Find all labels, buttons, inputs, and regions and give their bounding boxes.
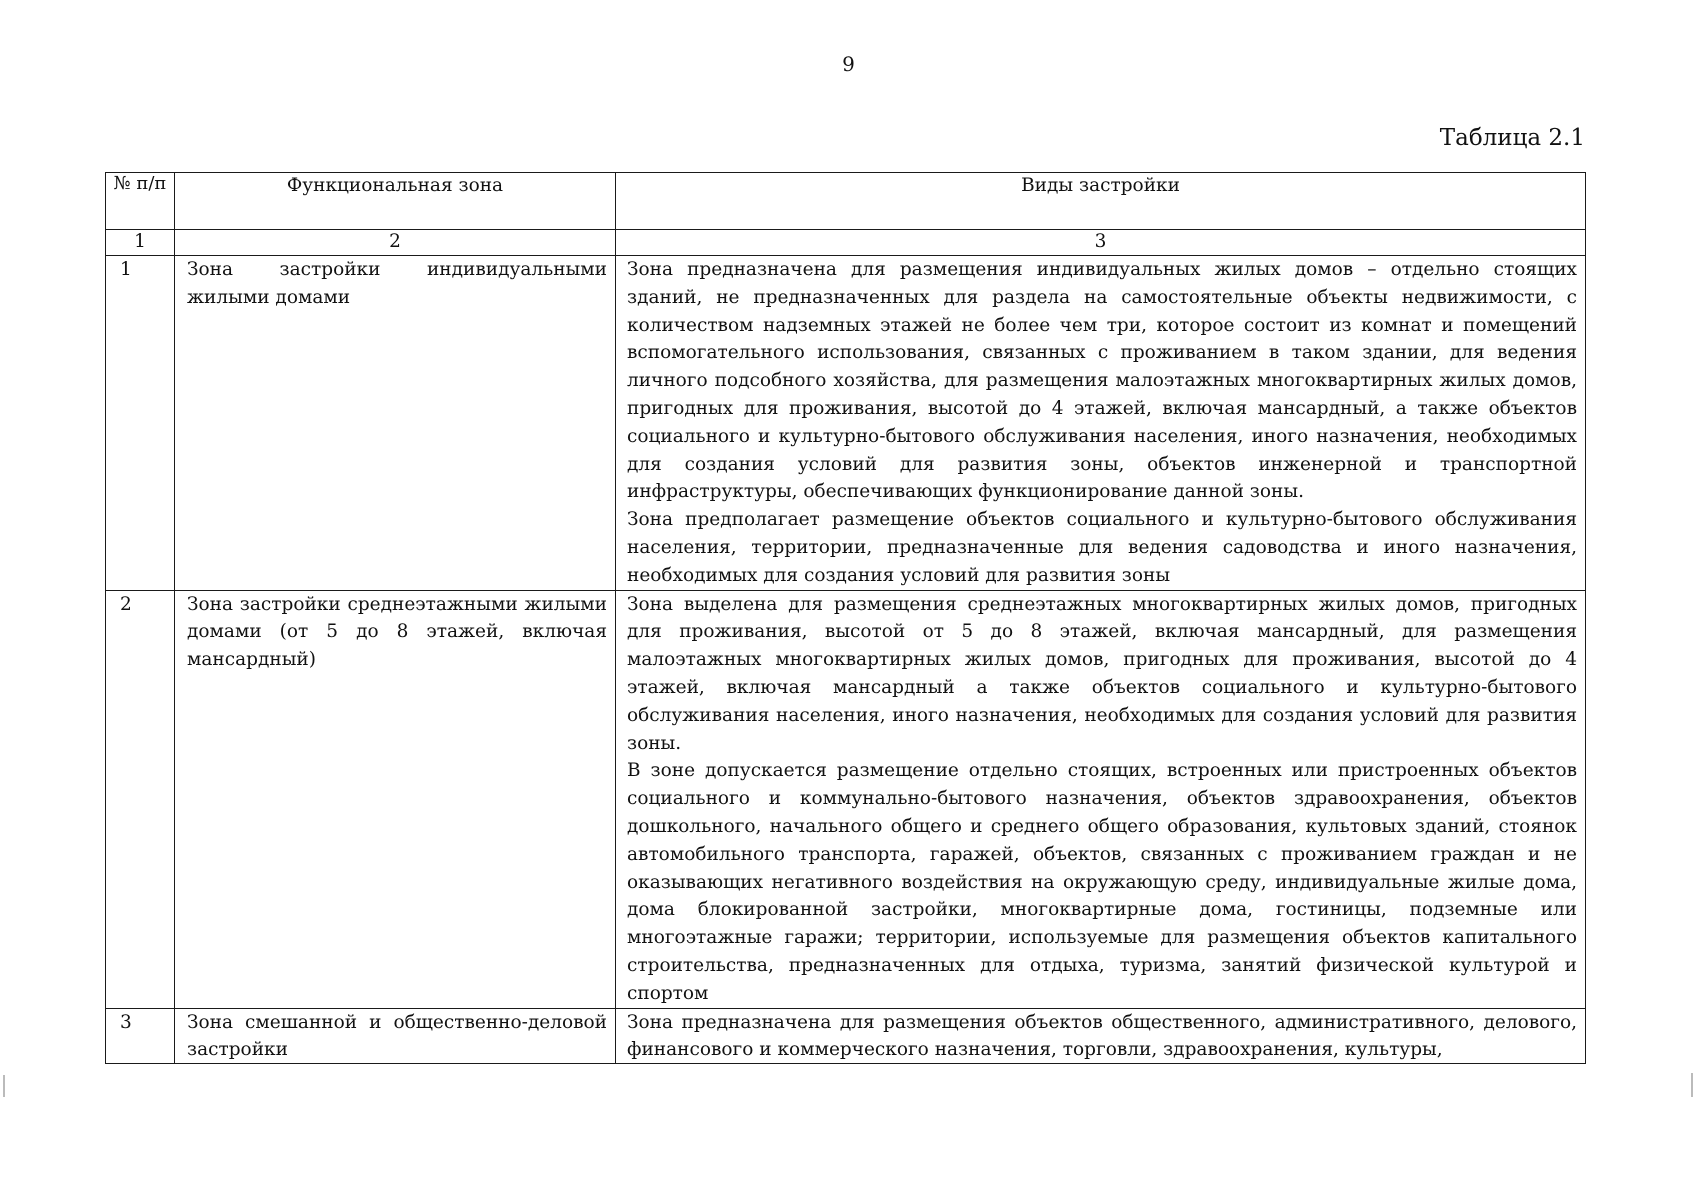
scan-edge-mark-left xyxy=(3,1075,5,1097)
description-paragraph: В зоне допускается размещение отдельно стоящих, встроенных или пристроенных объектов социального и коммунально-бытового назначения, объектов здравоохранения, объектов дошкольного, начального общего и среднего общего образования, культовых зданий, стоянок автомобильного транспорта, гаражей, объектов, связанных с проживанием граждан и не оказывающих негативного воздействия на окружающую среду, индивидуальные жилые дома, дома блокированной застройки, многоквартирные дома, гостиницы, подземные или многоэтажные гаражи; территории, используемые для размещения объектов капитального строительства, предназначенных для отдыха, туризма, занятий физической культурой и спортом xyxy=(627,760,1577,1004)
zone-description xyxy=(616,1008,1586,1063)
row-number: 2 xyxy=(106,590,175,1008)
zone-name: Зона застройки среднеэтажными жилыми домами (от 5 до 8 этажей, включая мансардный) xyxy=(175,590,616,1008)
description-paragraph: Зона выделена для размещения среднеэтажных многоквартирных жилых домов, пригодных для проживания, высотой от 5 до 8 этажей, включая мансардный, для размещения малоэтажных многоквартирных жилых домов, пригодных для проживания, высотой до 4 этажей, включая мансардный а также объектов социального и культурно-бытового обслуживания населения, иного назначения, необходимых для создания условий для развития зоны. xyxy=(627,593,1577,754)
row-number: 1 xyxy=(106,256,175,591)
header-functional-zone: Функциональная зона xyxy=(175,173,616,230)
column-index-cell: 3 xyxy=(616,230,1586,256)
table-header-row xyxy=(106,173,1586,230)
table-caption: Таблица 2.1 xyxy=(1439,125,1585,151)
table-row xyxy=(106,590,1586,1008)
zone-description xyxy=(616,590,1586,1008)
column-index-cell: 1 xyxy=(106,230,175,256)
zone-name-text: Зона смешанной и общественно-деловой застройки xyxy=(187,1011,607,1061)
table-row xyxy=(106,1008,1586,1063)
page-number: 9 xyxy=(842,52,855,76)
zones-table xyxy=(105,172,1586,1064)
zone-name xyxy=(175,1008,616,1063)
description-paragraph: Зона предполагает размещение объектов социального и культурно-бытового обслуживания населения, территории, предназначенные для ведения садоводства и иного назначения, необходимых для создания условий для развития зоны xyxy=(627,509,1577,586)
scan-edge-mark-right xyxy=(1691,1073,1693,1097)
column-index-cell: 2 xyxy=(175,230,616,256)
row-number: 3 xyxy=(106,1008,175,1063)
table-row xyxy=(106,256,1586,591)
description-clip xyxy=(627,1009,1577,1063)
description-paragraph: Зона предназначена для размещения объектов общественного, административного, делового, финансового и коммерческого назначения, торговли, здравоохранения, культуры, xyxy=(627,1011,1577,1061)
header-building-types: Виды застройки xyxy=(616,173,1586,230)
description-paragraph: Зона предназначена для размещения индивидуальных жилых домов – отдельно стоящих зданий, не предназначенных для раздела на самостоятельные объекты недвижимости, с количеством надземных этажей не более чем три, которое состоит из комнат и помещений вспомогательного использования, связанных с проживанием в таком здании, для ведения личного подсобного хозяйства, для размещения малоэтажных многоквартирных жилых домов, пригодных для проживания, высотой до 4 этажей, включая мансардный, а также объектов социального и культурно-бытового обслуживания населения, иного назначения, необходимых для создания условий для развития зоны, объектов инженерной и транспортной инфраструктуры, обеспечивающих функционирование данной зоны. xyxy=(627,259,1577,503)
column-index-row xyxy=(106,230,1586,256)
zone-name: Зона застройки индивидуальными жилыми домами xyxy=(175,256,616,591)
zone-description xyxy=(616,256,1586,591)
header-number: № п/п xyxy=(106,173,175,230)
